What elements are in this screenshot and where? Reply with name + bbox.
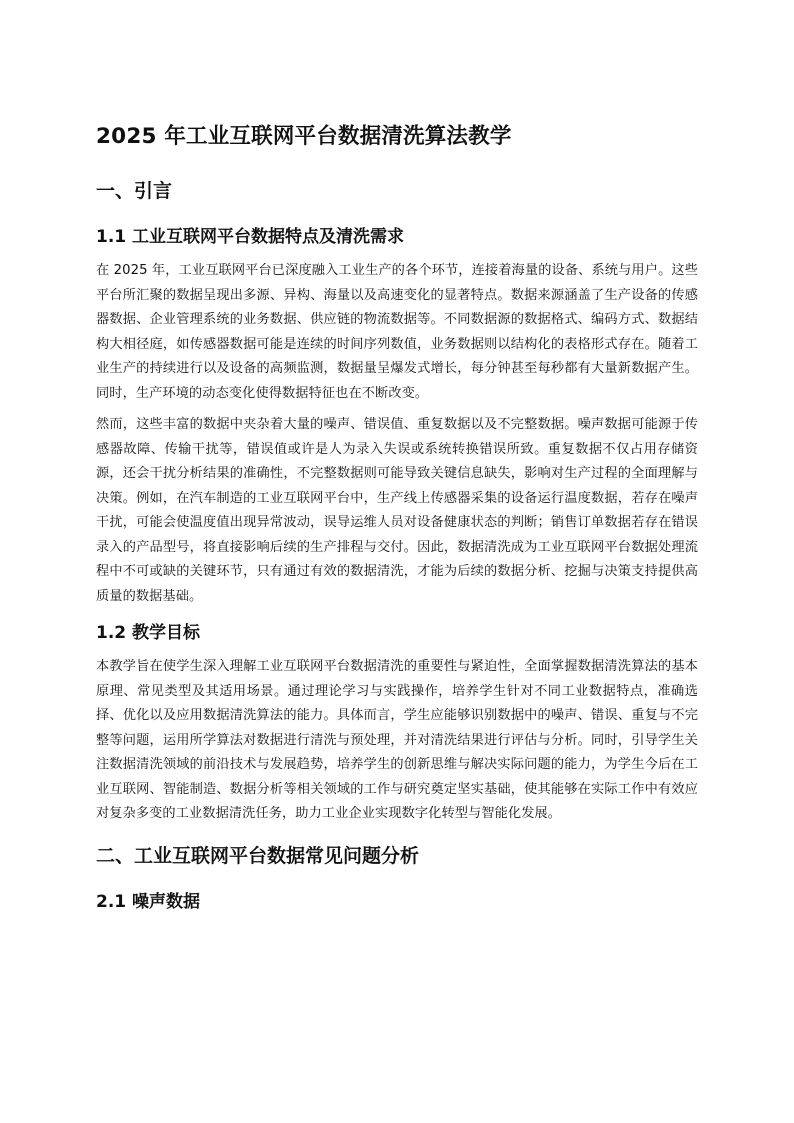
document-title: 2025 年工业互联网平台数据清洗算法教学 <box>96 124 512 149</box>
paragraph-data-characteristics: 在 2025 年，工业互联网平台已深度融入工业生产的各个环节，连接着海量的设备、系统与用户。这些平台所汇聚的数据呈现出多源、异构、海量以及高速变化的显著特点。数据来源涵盖了生产设备的传感器数据、企业管理系统的业务数据、供应链的物流数据等。不同数据源的数据格式、编码方式、数据结构大相径庭，如传感器数据可能是连续的时间序列数值，业务数据则以结构化的表格形式存在。随着工业生产的持续进行以及设备的高频监测，数据量呈爆发式增长，每分钟甚至每秒都有大量新数据产生。同时，生产环境的动态变化使得数据特征也在不断改变。 <box>96 263 698 401</box>
document-page <box>96 120 698 924</box>
subsection-heading-teaching-goals: 1.2 教学目标 <box>96 623 201 643</box>
subsection-heading-data-characteristics: 1.1 工业互联网平台数据特点及清洗需求 <box>96 227 405 247</box>
paragraph-data-cleaning-need: 然而，这些丰富的数据中夹杂着大量的噪声、错误值、重复数据以及不完整数据。噪声数据可能源于传感器故障、传输干扰等，错误值或许是人为录入失误或系统转换错误所致。重复数据不仅占用存储资源，还会干扰分析结果的准确性，不完整数据则可能导致关键信息缺失，影响对生产过程的全面理解与决策。例如，在汽车制造的工业互联网平台中，生产线上传感器采集的设备运行温度数据，若存在噪声干扰，可能会使温度值出现异常波动，误导运维人员对设备健康状态的判断；销售订单数据若存在错误录入的产品型号，将直接影响后续的生产排程与交付。因此，数据清洗成为工业互联网平台数据处理流程中不可或缺的关键环节，只有通过有效的数据清洗，才能为后续的数据分析、挖掘与决策支持提供高质量的数据基础。 <box>96 417 698 604</box>
section-heading-introduction: 一、引言 <box>96 180 173 202</box>
section-heading-common-problems: 二、工业互联网平台数据常见问题分析 <box>96 844 420 867</box>
subsection-heading-noise-data: 2.1 噪声数据 <box>96 891 201 912</box>
paragraph-teaching-goals: 本教学旨在使学生深入理解工业互联网平台数据清洗的重要性与紧迫性，全面掌握数据清洗算法的基本原理、常见类型及其适用场景。通过理论学习与实践操作，培养学生针对不同工业数据特点，准确选择、优化以及应用数据清洗算法的能力。具体而言，学生应能够识别数据中的噪声、错误、重复与不完整等问题，运用所学算法对数据进行清洗与预处理，并对清洗结果进行评估与分析。同时，引导学生关注数据清洗领域的前沿技术与发展趋势，培养学生的创新思维与解决实际问题的能力，为学生今后在工业互联网、智能制造、数据分析等相关领域的工作与研究奠定坚实基础，使其能够在实际工作中有效应对复杂多变的工业数据清洗任务，助力工业企业实现数字化转型与智能化发展。 <box>96 659 698 821</box>
